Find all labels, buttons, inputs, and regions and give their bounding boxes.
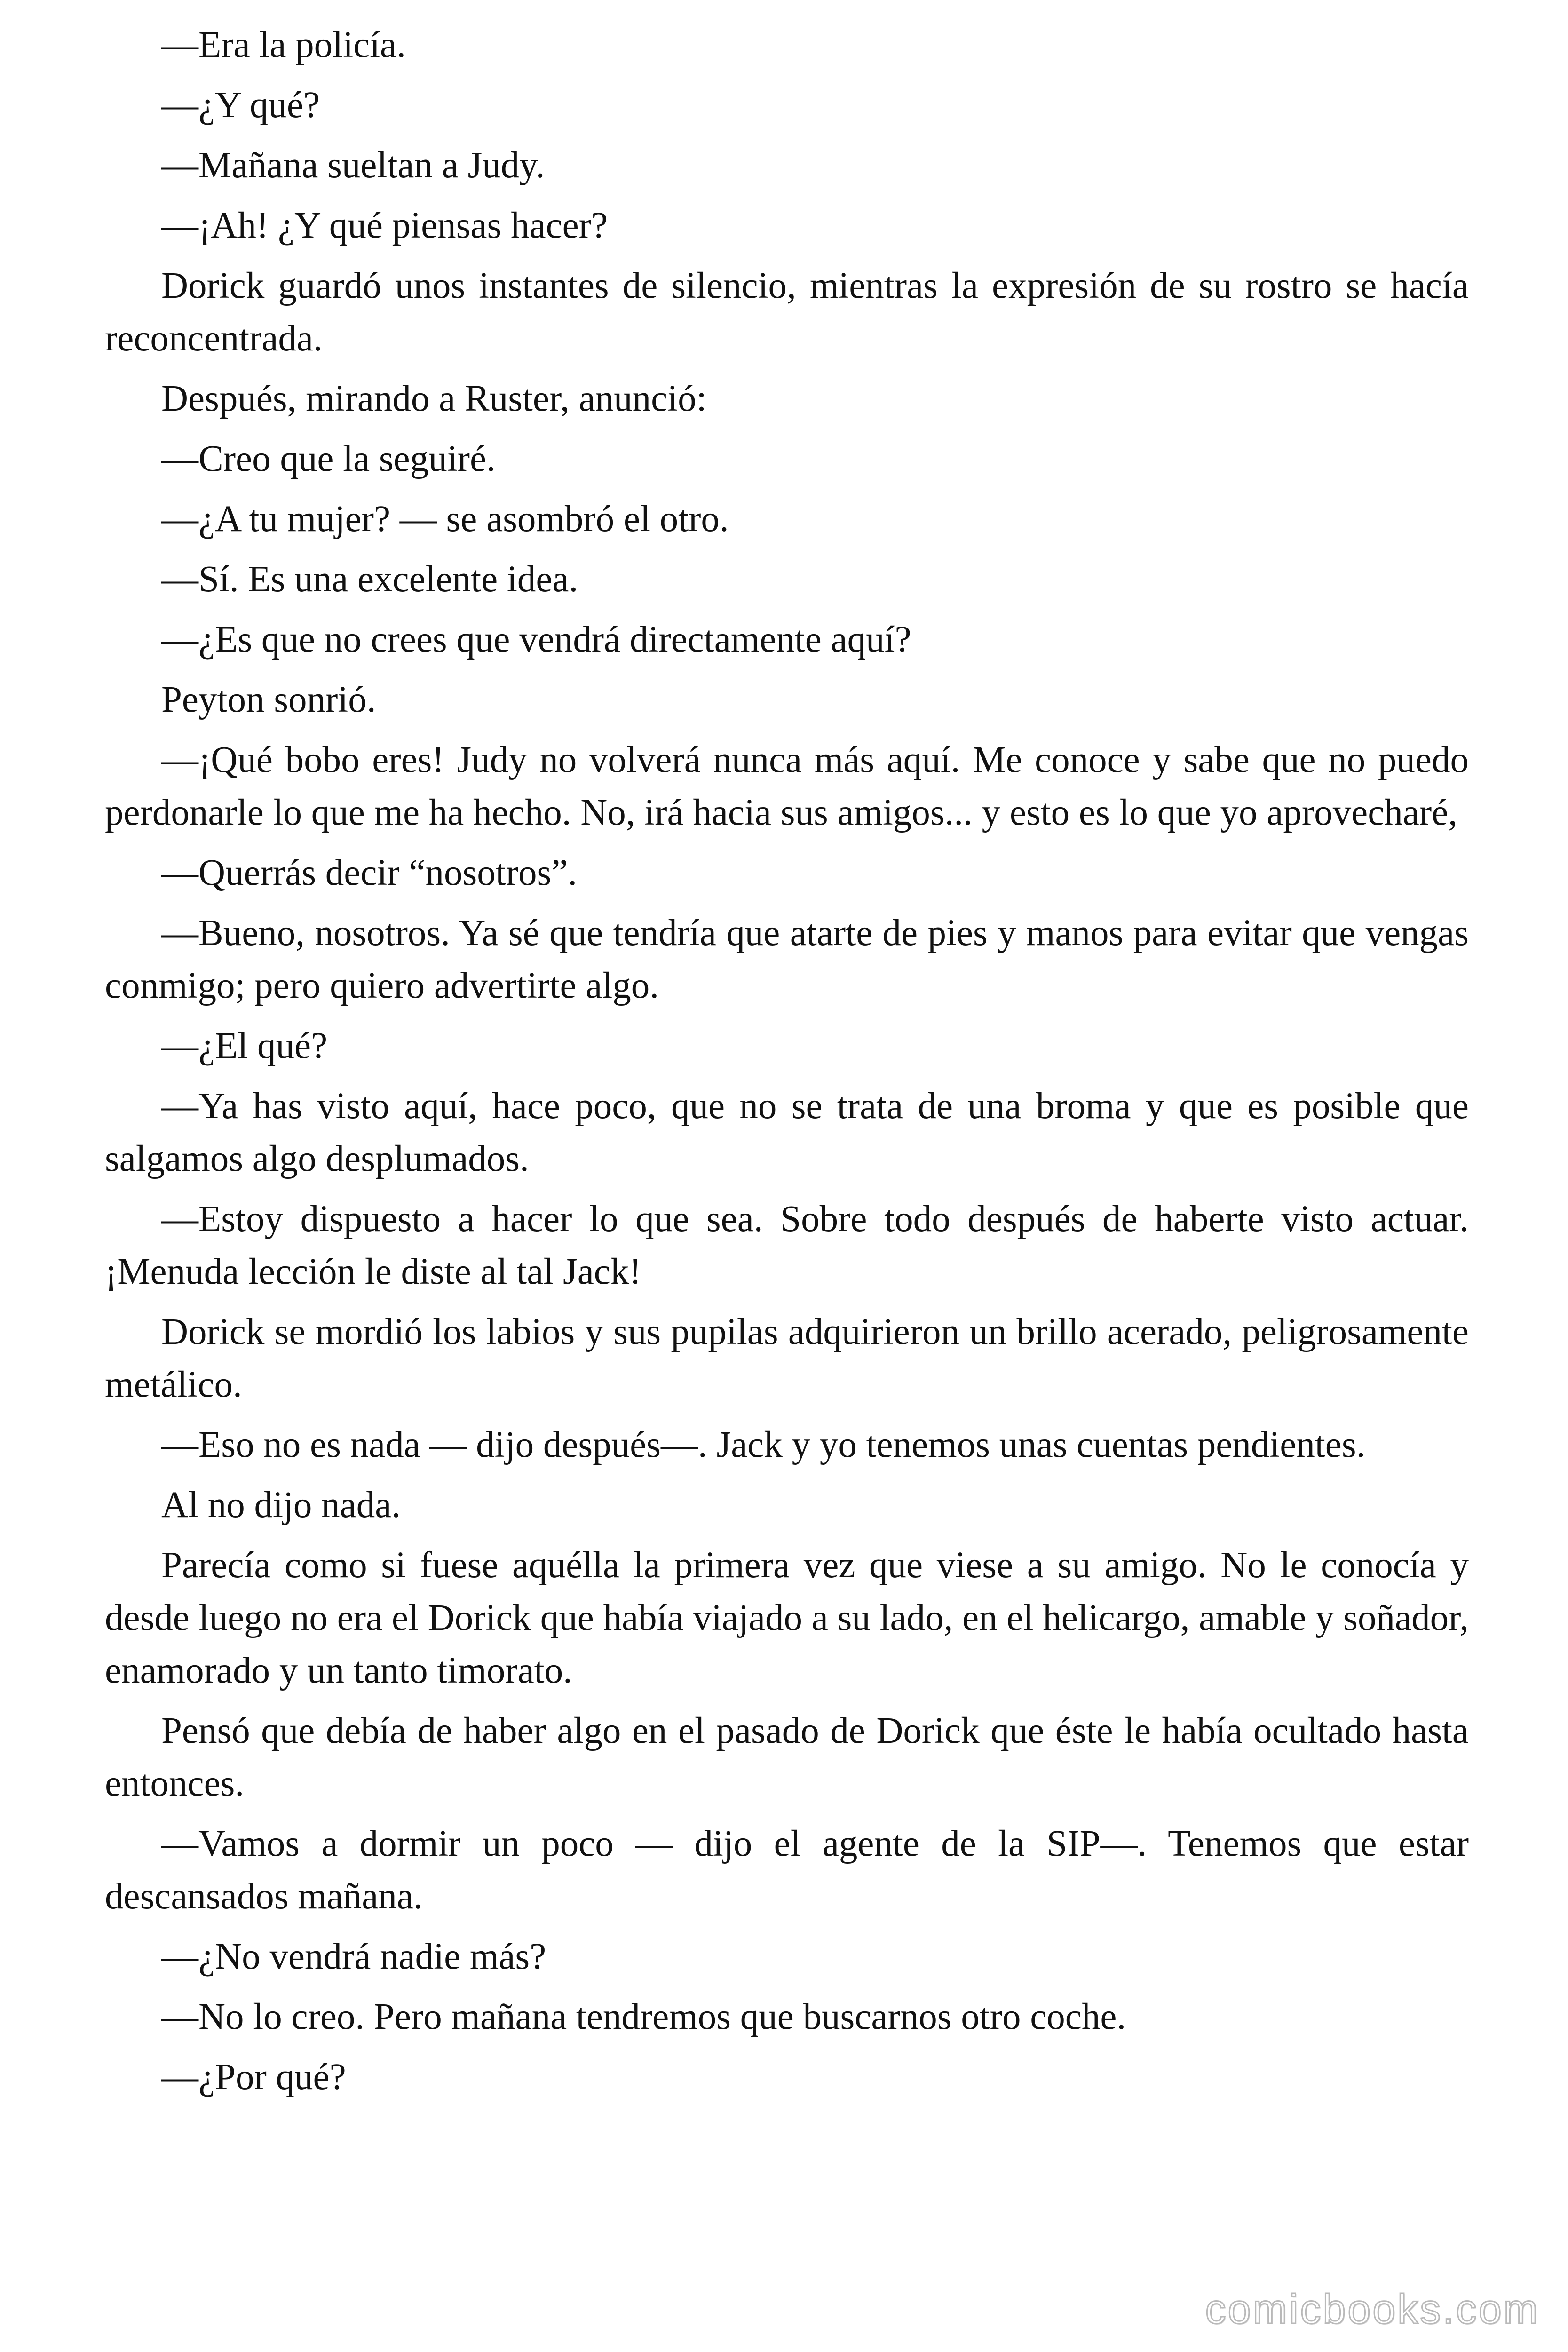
paragraph: —Vamos a dormir un poco — dijo el agente de la SIP—. Tenemos que estar descansados mañana.: [105, 1823, 1469, 1917]
paragraph: —Eso no es nada — dijo después—. Jack y yo tenemos unas cuentas pendientes.: [161, 1424, 1366, 1465]
paragraph: —Era la policía.: [161, 24, 406, 65]
paragraph: —No lo creo. Pero mañana tendremos que buscarnos otro coche.: [161, 1996, 1126, 2037]
paragraph: —¿El qué?: [161, 1025, 328, 1066]
paragraph: Dorick guardó unos instantes de silencio, mientras la expresión de su rostro se hacía reconcentrada.: [105, 265, 1469, 359]
paragraph: —¿Y qué?: [161, 85, 320, 126]
paragraph: —Bueno, nosotros. Ya sé que tendría que atarte de pies y manos para evitar que vengas conmigo; pero quiero advertirte algo.: [105, 913, 1469, 1006]
paragraph: —¿No vendrá nadie más?: [161, 1936, 546, 1977]
paragraph: —Creo que la seguiré.: [161, 438, 496, 479]
paragraph: Peyton sonrió.: [161, 679, 376, 720]
paragraph: —¿Por qué?: [161, 2057, 346, 2098]
page-body: [105, 19, 1469, 2111]
paragraph: —¿A tu mujer? — se asombró el otro.: [161, 499, 729, 540]
paragraph: —¡Ah! ¿Y qué piensas hacer?: [161, 205, 608, 246]
watermark: comicbooks.com: [1205, 2286, 1540, 2332]
paragraph: —Mañana sueltan a Judy.: [161, 145, 545, 186]
paragraph: —Querrás decir “nosotros”.: [161, 852, 578, 893]
paragraph: Al no dijo nada.: [161, 1485, 401, 1526]
paragraph: Después, mirando a Ruster, anunció:: [161, 378, 707, 419]
paragraph: —¿Es que no crees que vendrá directamente aquí?: [161, 619, 911, 660]
paragraph: Dorick se mordió los labios y sus pupilas adquirieron un brillo acerado, peligrosamente metálico.: [105, 1311, 1469, 1405]
paragraph: —¡Qué bobo eres! Judy no volverá nunca más aquí. Me conoce y sabe que no puedo perdonarle lo que me ha hecho. No, irá hacia sus amigos... y esto es lo que yo aprovecharé,: [105, 739, 1469, 833]
paragraph: Parecía como si fuese aquélla la primera vez que viese a su amigo. No le conocía y desde luego no era el Dorick que había viajado a su lado, en el helicargo, amable y soñador, enamorado y un tanto timorato.: [105, 1545, 1469, 1691]
paragraph: —Sí. Es una excelente idea.: [161, 559, 578, 600]
paragraph: —Ya has visto aquí, hace poco, que no se trata de una broma y que es posible que salgamos algo desplumados.: [105, 1086, 1469, 1179]
paragraph: —Estoy dispuesto a hacer lo que sea. Sobre todo después de haberte visto actuar. ¡Menuda lección le diste al tal Jack!: [105, 1199, 1469, 1292]
paragraph: Pensó que debía de haber algo en el pasado de Dorick que éste le había ocultado hasta entonces.: [105, 1710, 1469, 1804]
